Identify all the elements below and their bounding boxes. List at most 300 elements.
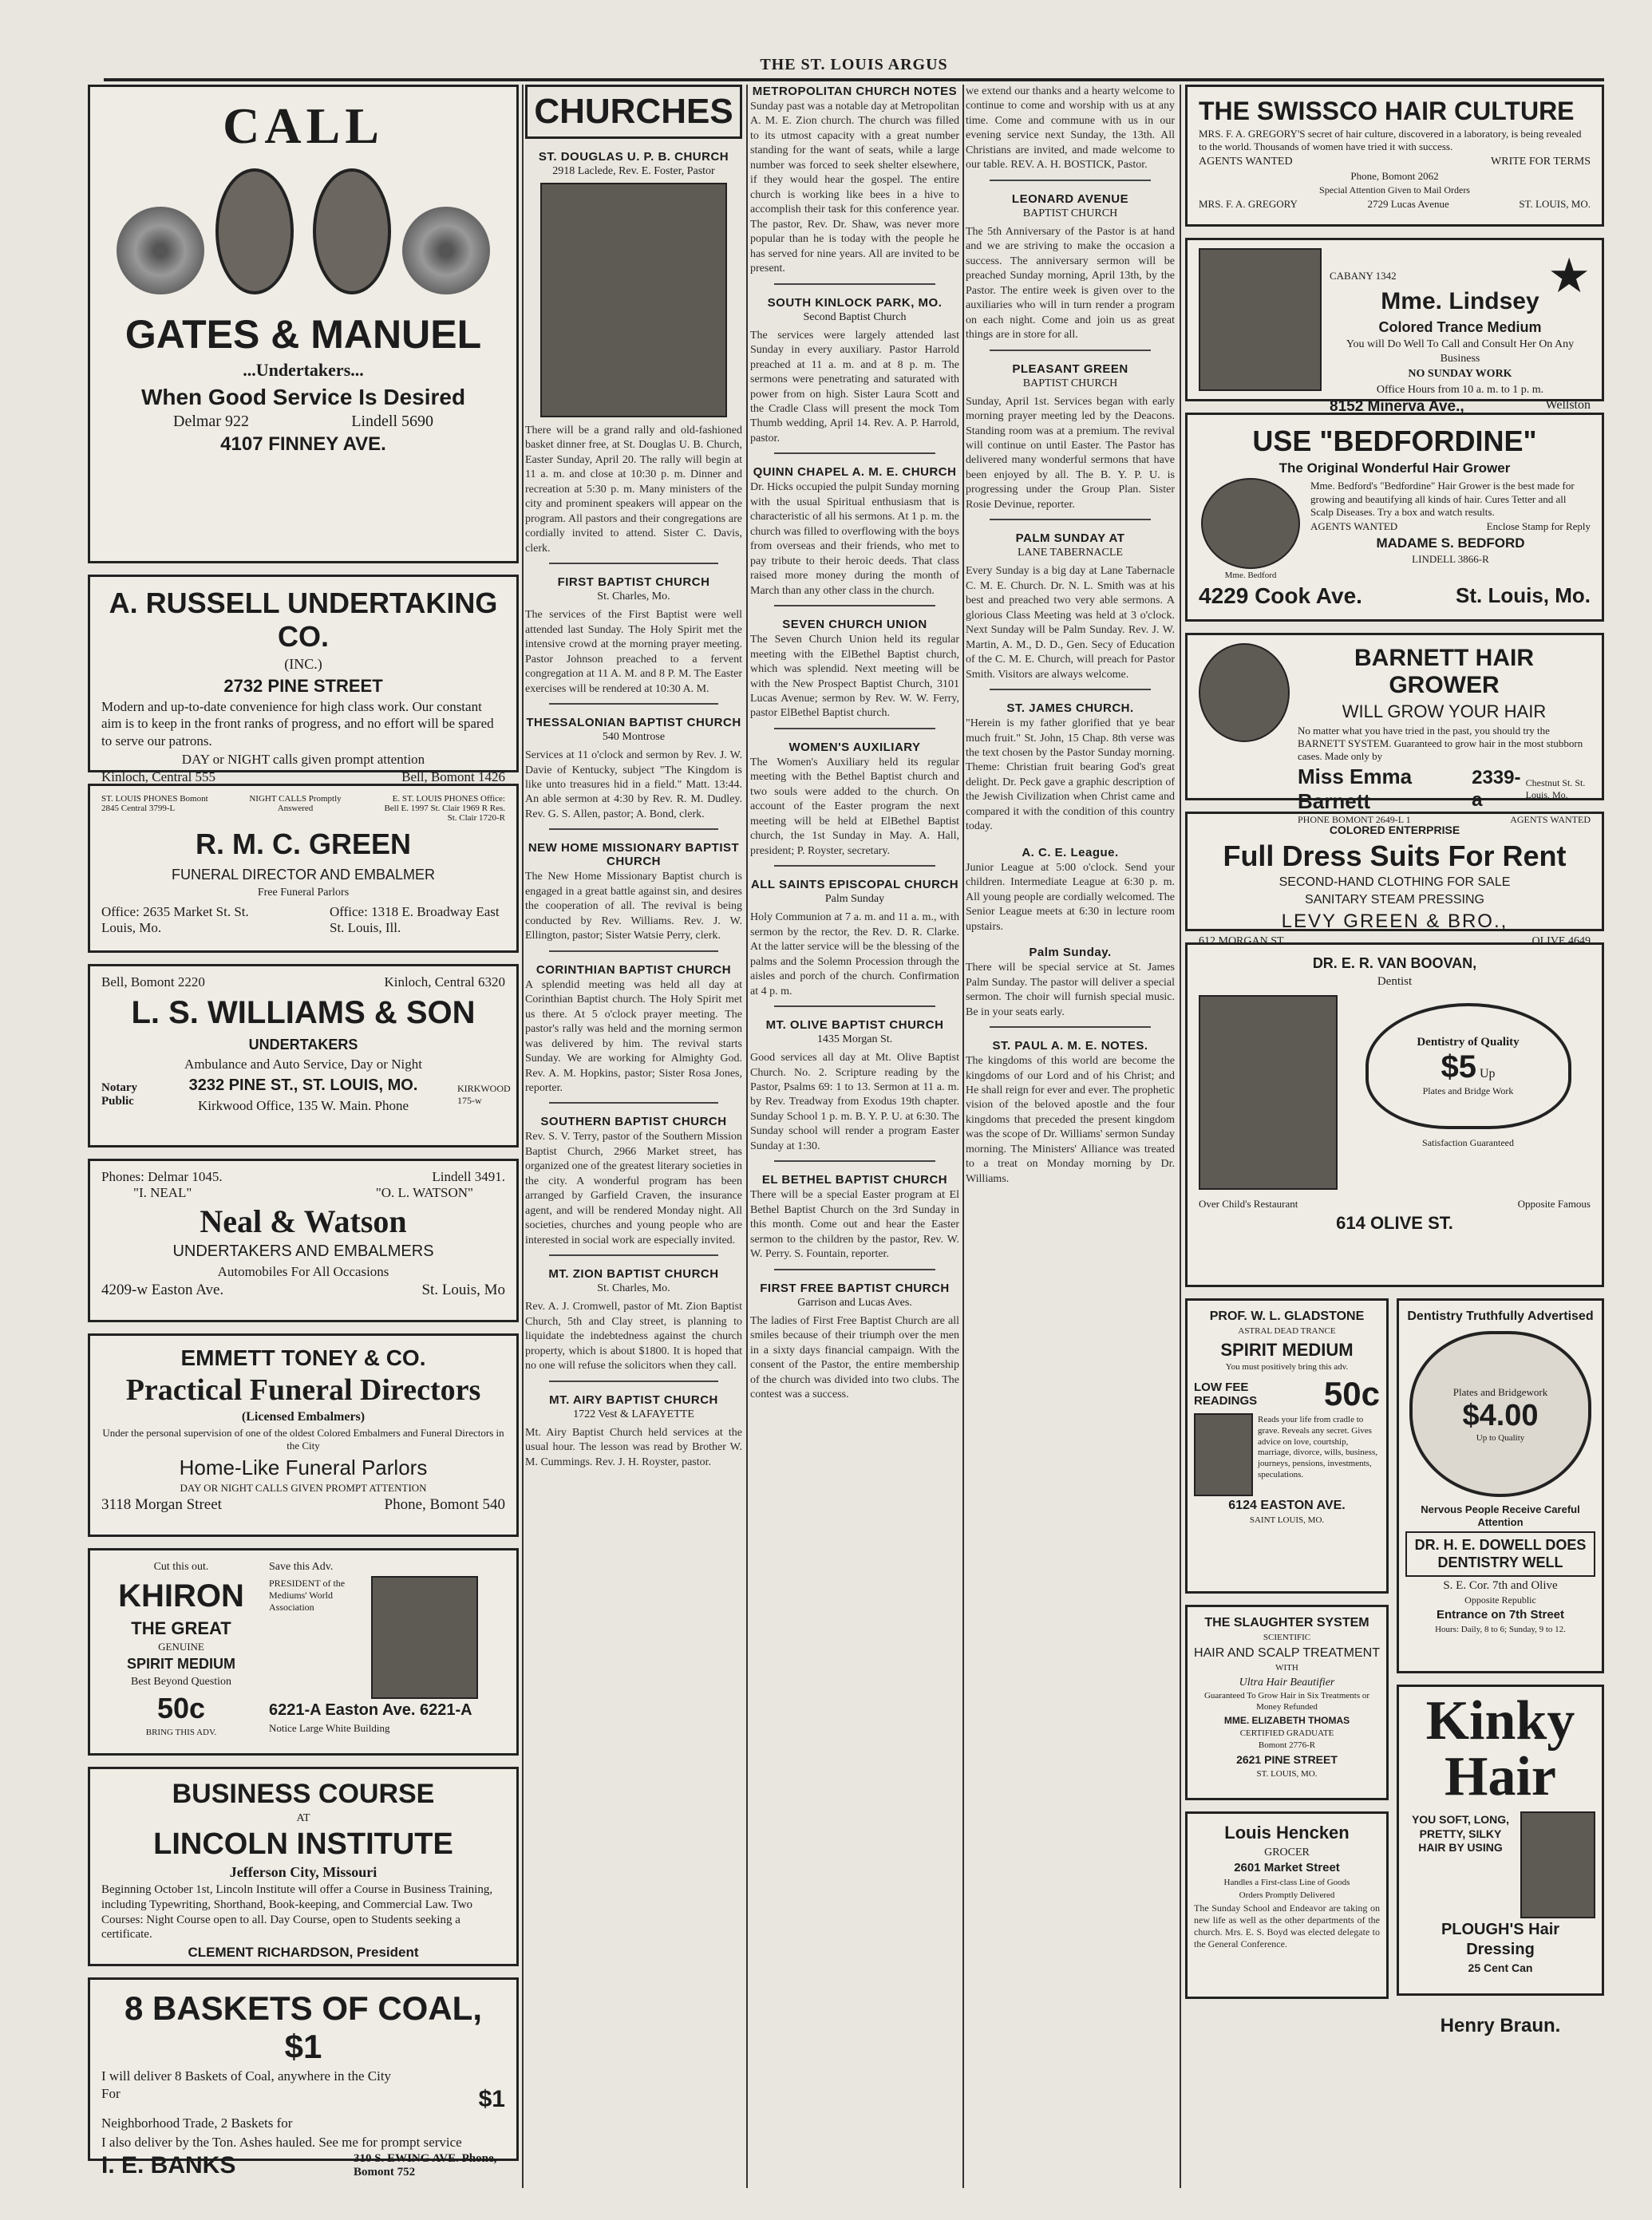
signature: CLEMENT RICHARDSON, President: [188, 1945, 419, 1960]
phone: PHONE BOMONT 2649-L 1: [1298, 814, 1411, 826]
article-text: Sunday past was a notable day at Metropolitan A. M. E. Zion church. The church was filled to its utmost capacity with a great number standing for the want of seats, while a large number was forced to seek shelter elsewhere, if they would hear the gospel. The entire church is working like bees in a hive to accomplish their task for this conference year. The pastor, Rev. Dr. Shaw, was never more popular than he is today with the people he has served for nine years. All are invited to be present.: [750, 101, 959, 275]
undertakers-label: ...Undertakers...: [243, 360, 364, 380]
phones: [101, 769, 505, 785]
phones: [101, 413, 505, 431]
divider: [549, 1254, 718, 1256]
article-heading: WOMEN'S AUXILIARY: [788, 740, 921, 754]
address: 3118 Morgan Street: [101, 1496, 222, 1514]
churches-column-1: [525, 85, 742, 2188]
location-left: Over Child's Restaurant: [1199, 1198, 1298, 1211]
phone: Phone, Bomont 2062: [1350, 169, 1439, 182]
title: FUNERAL DIRECTOR AND EMBALMER: [171, 867, 436, 883]
contact: [1199, 198, 1591, 211]
night-calls: NIGHT CALLS Promptly Answered: [249, 794, 342, 813]
column-rule: [522, 85, 524, 2188]
product: Ultra Hair Beautifier: [1239, 1676, 1335, 1689]
address: 614 OLIVE ST.: [1336, 1213, 1453, 1234]
dentist-title: Dentist: [1377, 974, 1413, 988]
product: PLOUGH'S Hair Dressing: [1441, 1921, 1560, 1958]
article-heading: SOUTH KINLOCK PARK, MO.: [767, 295, 943, 310]
address-block: [101, 1074, 511, 1116]
phone: Bomont 2776-R: [1258, 1740, 1316, 1751]
address: 2732 PINE STREET: [223, 675, 383, 696]
left-stack: [1185, 1298, 1389, 2056]
city: Wellston: [1545, 398, 1591, 412]
article-text: Sunday, April 1st. Services began with early morning prayer meeting led by the Deacons. Standing room was at a premium. The revival will continue on until Easter. The Pastor has delivered many wonderful sermons that have been enjoyed by all. The B. Y. P. U. is progressing under the Group Plan. Sister Rosie Devinue, reporter.: [966, 395, 1175, 511]
address: 310 S. EWING AVE. Phone, Bomont 752: [354, 2151, 497, 2179]
best: Best Beyond Question: [131, 1675, 231, 1688]
phones: [101, 974, 505, 990]
low-fee: LOW FEE READINGS: [1194, 1381, 1258, 1408]
partner: "O. L. WATSON": [375, 1185, 473, 1200]
city: St. Louis, Mo: [421, 1282, 505, 1299]
phones-row: [101, 794, 505, 823]
address: 3232 PINE ST., ST. LOUIS, MO.: [188, 1076, 418, 1094]
article-heading: ALL SAINTS EPISCOPAL CHURCH: [750, 878, 959, 892]
office: Office: 1318 E. Broadway East St. Louis, Ill.: [330, 904, 500, 935]
gladstone-portrait-image: [1194, 1413, 1253, 1496]
office: Office: 2635 Market St. St. Louis, Mo.: [101, 904, 249, 935]
opposite: Opposite Republic: [1464, 1594, 1536, 1606]
green-ad: [88, 784, 519, 953]
denture-image: [1365, 1003, 1571, 1129]
number: 2339-a: [1472, 767, 1521, 812]
hair-heading: Hair: [1445, 1746, 1556, 1807]
kirkwood-phone: KIRKWOOD 175-w: [457, 1082, 511, 1106]
service-line: DAY OR NIGHT CALLS GIVEN PROMPT ATTENTION: [180, 1482, 427, 1494]
parlors: Home-Like Funeral Parlors: [179, 1455, 428, 1479]
right-stack: [1397, 1298, 1604, 2056]
khiron-right: [269, 1558, 505, 1745]
hencken-ad: [1185, 1811, 1389, 1999]
hours: Office Hours from 10 a. m. to 1 p. m.: [1376, 383, 1544, 396]
business-course: BUSINESS COURSE: [172, 1779, 435, 1809]
article-heading: EL BETHEL BAPTIST CHURCH: [761, 1173, 948, 1187]
cert: CERTIFIED GRADUATE: [1239, 1728, 1334, 1738]
description: No matter what you have tried in the past, you should try the BARNETT SYSTEM. Guaranteed to grow hair in the most stubborn cases. Made only by: [1298, 724, 1583, 762]
quality: Up to Quality: [1476, 1432, 1525, 1443]
medium: SPIRIT MEDIUM: [126, 1656, 235, 1673]
address: 2621 PINE STREET: [1236, 1753, 1338, 1766]
coal-ad: [88, 1977, 519, 2179]
article-heading: ST. DOUGLAS U. P. B. CHURCH: [538, 150, 729, 164]
ads-column-right: [1185, 85, 1604, 2188]
notice: Notice Large White Building: [269, 1721, 390, 1734]
star-icon: ★: [1547, 250, 1591, 302]
notary-label: Notary Public: [101, 1080, 137, 1108]
phone: LINDELL 3866-R: [1412, 553, 1489, 566]
barnett-portrait-image: [1199, 643, 1290, 742]
article-text: we extend our thanks and a hearty welcome to continue to come and worship with us at any time. Come and commune with us in our evening service next Sunday, the 13th. All Christians are invited, and made welcome to our table. REV. A. H. BOSTICK, Pastor.: [966, 85, 1175, 172]
article-text: There will be a grand rally and old-fashioned basket dinner free, at St. Douglas U. B. Church, Easter Sunday, April 20. The rally will begin at 11 a. m. and close at 10:30 p. m. Dinner and recreation at 5:30 p. m. Many ministers of the city and prominent speakers will appear on the program. All pastors and their congregations are cordially invited to attend. Sister C. Davis, clerk.: [525, 425, 742, 555]
article-heading: NEW HOME MISSIONARY BAPTIST CHURCH: [528, 841, 740, 869]
divider: [990, 519, 1151, 520]
bring: BRING THIS ADV.: [145, 1728, 217, 1738]
cabany: CABANY 1342: [1330, 270, 1397, 282]
ton-line: I also deliver by the Ton. Ashes hauled. See me for prompt service: [101, 2134, 462, 2150]
phone: Phones: Delmar 1045.: [101, 1169, 223, 1184]
city: ST. LOUIS, MO.: [1519, 197, 1591, 210]
portrait-image: [313, 168, 391, 294]
lindsey-portrait-image: [1199, 248, 1322, 391]
divider: [549, 563, 718, 564]
article-heading: PALM SUNDAY AT: [1015, 531, 1125, 546]
article-subheading: St. Charles, Mo.: [597, 591, 670, 603]
lincoln-ad: [88, 1767, 519, 1966]
call-heading: CALL: [223, 97, 384, 154]
green-name: R. M. C. GREEN: [195, 828, 412, 860]
divider: [774, 1005, 935, 1007]
article-text: Every Sunday is a big day at Lane Tabernacle C. M. E. Church. Dr. N. L. Smith was at his best and preached two very able sermons. A glorious Class Meeting was held at 3 o'clock. Next Sunday will be Palm Sunday. Rev. J. W. Martin, A. M., D. D., Gen. Secy of Education of the C. M. E. Church, will preach for Pastor Smith. Visitors are always welcome.: [966, 565, 1175, 681]
phones: [101, 1169, 505, 1185]
description: MRS. F. A. GREGORY'S secret of hair culture, discovered in a laboratory, is being revealed to the world. Thousands of women have tried it with success.: [1199, 128, 1582, 153]
barnett-heading: BARNETT HAIR GROWER: [1354, 645, 1534, 698]
plates-label: Plates and Bridge Work: [1422, 1084, 1514, 1096]
price: 50c: [1323, 1375, 1380, 1412]
for-label: For: [101, 2086, 121, 2102]
article-text: A splendid meeting was held all day at Corinthian Baptist church. The Holy Spirit met us there. At 5 o'clock prayer meeting. The pastor's rally was held and the morning sermon was delivered by him. The revival starts Sunday. We are working for Almighty God. Rev. A. M. Hopkins, pastor; Sister Rosa Jones, reporter.: [525, 978, 742, 1094]
bedfordine-heading: USE "BEDFORDINE": [1252, 425, 1537, 457]
divider: [990, 1026, 1151, 1028]
article-subheading: Palm Sunday: [824, 893, 885, 906]
phone: Lindell 3491.: [432, 1169, 505, 1184]
gates-manuel-ad: [88, 85, 519, 563]
title: Colored Trance Medium: [1378, 318, 1542, 335]
article-text: The Sunday School and Endeavor are taking on new life as well as the other departments of the church. Mrs. E. S. Boyd was elected delegate to the General Conference.: [1194, 1902, 1380, 1950]
article-text: "Herein is my father glorified that ye bear much fruit." St. John, 15 Chap. 8th verse was the text chosen by the Pastor Sunday morning. Theme: Christian fruit bearing God's great delight. Dr. Peck gave a graphic description of the Jewish Civilization when Christ came and compared it with the condition of this country today.: [966, 717, 1175, 833]
up-label: Up: [1479, 1066, 1496, 1080]
churches-column-2: [750, 85, 959, 2188]
article-text: The Women's Auxiliary held its regular meeting with the Bethel Baptist church and two souls were added to the church. On account of the Easter program the next meeting will be held at ElBethel Baptist church, the 1st Sunday in May. A. Hall, president; P. Royster, secretary.: [750, 756, 959, 857]
divider: [549, 1102, 718, 1104]
article-subheading: Second Baptist Church: [803, 310, 907, 323]
licensed: (Licensed Embalmers): [241, 1410, 366, 1424]
article-heading: MT. ZION BAPTIST CHURCH: [548, 1267, 719, 1282]
description: Reads your life from cradle to grave. Reveals any secret. Gives advice on love, courtship, marriage, divorce, wills, business, journeys, pensions, investments, speculations.: [1258, 1415, 1377, 1479]
attention: Special Attention Given to Mail Orders: [1319, 184, 1470, 196]
price: 25 Cent Can: [1468, 1961, 1533, 1974]
article-text: The ladies of First Free Baptist Church are all smiles because of their triumph over the men in a sixty days financial campaign. With the consent of the Pastor, the entire membership of the church was divided into two clubs. The contest was a success.: [750, 1314, 959, 1400]
plates-label: Plates and Bridgework: [1452, 1385, 1548, 1398]
sunday: NO SUNDAY WORK: [1408, 368, 1512, 380]
name: MRS. F. A. GREGORY: [1199, 197, 1298, 210]
phones-block: E. ST. LOUIS PHONES Office: Bell E. 1997 St. Clair 1969 R Res. St. Clair 1720-R: [384, 794, 505, 823]
gladstone-name: PROF. W. L. GLADSTONE: [1209, 1309, 1365, 1323]
divider: [990, 180, 1151, 181]
scientific: SCIENTIFIC: [1263, 1633, 1311, 1642]
article-text: Dr. Hicks occupied the pulpit Sunday morning with the usual Spiritual enthusiasm that is characteristic of all his sermons. At 1 p. m. the church was filled to overflowing with the boys from overseas and their friends, who met to pay tribute to their heroic deeds. That class raised more money during the month of March than any other class in the church.: [750, 481, 959, 597]
phone: Phone, Bomont 540: [384, 1496, 505, 1514]
slaughter-ad: [1185, 1605, 1389, 1800]
subtitle: Automobiles For All Occasions: [217, 1264, 389, 1279]
woman-portrait-image: [1520, 1811, 1595, 1918]
barnett-ad: [1185, 633, 1604, 826]
subtitle: SANITARY STEAM PRESSING: [1305, 892, 1484, 907]
phones-block: ST. LOUIS PHONES Bomont 2845 Central 3799-L: [101, 794, 208, 813]
description: YOU SOFT, LONG, PRETTY, SILKY HAIR BY USING: [1411, 1813, 1510, 1854]
agents: AGENTS WANTED: [1199, 155, 1293, 168]
subtitle: Handles a First-class Line of Goods: [1223, 1877, 1350, 1887]
description: Beginning October 1st, Lincoln Institute will offer a Course in Business Training, including Typewriting, Shorthand, Book-keeping, and Commercial Law. Two Courses: Night Course open to all. Day Course, open to Students seeking a certificate.: [101, 1883, 493, 1942]
article-text: Services at 11 o'clock and sermon by Rev. J. W. Davie of Kentucky, subject "The Kingdom is like unto treasures hid in a field." Matt. 13:44. An able sermon at 4:30 by Rev. R. M. Dudley. Rev. G. S. Allen, pastor; A. Bond, clerk.: [525, 749, 742, 820]
description: Mme. Bedford's "Bedfordine" Hair Grower is the best made for growing and beautifying all kinds of hair. Cures Tetter and all Scalp Diseases. Try a box and watch results.: [1310, 480, 1575, 518]
description: Modern and up-to-date convenience for high class work. Our constant aim is to keep in the front ranks of progress, and no effort will be spared to serve our patrons.: [101, 699, 494, 749]
cut-label: Cut this out.: [153, 1561, 209, 1573]
bedford-portrait-image: [1201, 478, 1300, 569]
place: Jefferson City, Missouri: [229, 1863, 377, 1880]
article-heading: Palm Sunday.: [1029, 946, 1112, 960]
with: WITH: [1275, 1662, 1298, 1673]
russell-ad: [88, 575, 519, 784]
lindsey-name: Mme. Lindsey: [1381, 288, 1539, 314]
khiron-portrait-image: [371, 1576, 478, 1699]
dentist-portrait-image: [1199, 995, 1338, 1190]
article-text: The services were largely attended last Sunday in every auxiliary. Pastor Harrold preached at 11 a. m. and at 8 p. m. The sermons were penetrating and saturated with power from on high. Sister Laura Scott and the Cradle Class will present the mock Tom Thumb wedding, April 14. Rev. A. P. Harrold, pastor.: [750, 329, 959, 444]
divider: [990, 689, 1151, 690]
article-subheading: St. Charles, Mo.: [597, 1282, 670, 1295]
divider: [549, 1381, 718, 1382]
khiron-name: KHIRON: [118, 1578, 244, 1614]
subtitle: The Original Wonderful Hair Grower: [1279, 460, 1511, 476]
article-subheading: 1722 Vest & LAFAYETTE: [573, 1408, 694, 1420]
thomas-name: MME. ELIZABETH THOMAS: [1223, 1714, 1350, 1726]
offices: [101, 904, 505, 936]
orders: Orders Promptly Delivered: [1239, 1890, 1335, 1900]
pastor-portrait-image: [540, 183, 727, 417]
article-heading: SEVEN CHURCH UNION: [782, 618, 927, 632]
gates-manuel-name: GATES & MANUEL: [124, 312, 482, 357]
article-heading: MT. OLIVE BAPTIST CHURCH: [765, 1018, 944, 1033]
street: Chestnut St. St. Louis, Mo.: [1525, 777, 1586, 801]
divider: [549, 950, 718, 952]
toney-ad: [88, 1333, 519, 1537]
neal-watson-ad: [88, 1159, 519, 1322]
article-subheading: LANE TABERNACLE: [1017, 547, 1123, 559]
entrance: Entrance on 7th Street: [1436, 1608, 1565, 1622]
khiron-ad: [88, 1548, 519, 1756]
city: St. Louis, Mo.: [1456, 583, 1591, 607]
description: You will Do Well To Call and Consult Her On Any Business: [1346, 338, 1575, 365]
barnett-name: Miss Emma Barnett: [1298, 764, 1413, 814]
divider: [774, 865, 935, 867]
article-text: Good services all day at Mt. Olive Baptist Church. No. 2. Scripture reading by the Pastor, Psalms 69: 1 to 13. Sermon at 11 a. m. by Rev. Treadway from Exodus 19th chapter. Sunday School 1 p. m. B. Y. P. U. at 6:30. The Sunday school will render a program Easter Sunday at 1:30.: [750, 1052, 959, 1152]
write: WRITE FOR TERMS: [1491, 155, 1591, 168]
kinky-heading: Kinky: [1425, 1690, 1575, 1752]
title: GROCER: [1264, 1846, 1310, 1859]
line: I will deliver 8 Baskets of Coal, anywhere in the City: [101, 2068, 392, 2084]
toney-title: Practical Funeral Directors: [125, 1373, 481, 1407]
contact: [101, 1496, 505, 1514]
article-heading: SOUTHERN BAPTIST CHURCH: [540, 1115, 727, 1129]
address: 2729 Lucas Avenue: [1367, 197, 1449, 210]
address: 6221-A Easton Ave. 6221-A: [269, 1701, 472, 1719]
address: 4229 Cook Ave.: [1199, 583, 1362, 608]
article-heading: MT. AIRY BAPTIST CHURCH: [549, 1392, 718, 1407]
article-text: The 5th Anniversary of the Pastor is at hand and we are striving to make the occasion a success. The anniversary sermon will be preached Sunday morning, April 13th, by the Pastor. The entire week is given over to the auxiliaries who will in turn render a program on each night. Come and join us as great things are in store for all.: [966, 225, 1175, 342]
article-text: Rev. A. J. Cromwell, pastor of Mt. Zion Baptist Church, 5th and Clay street, is planning to liquidate the indebtedness against the church property, which is about $1800. It is hoped that no one will refuse the solicitors when they call.: [525, 1301, 742, 1373]
article-text: Rev. S. V. Terry, pastor of the Southern Mission Baptist Church, 2966 Market street, has organized one of the greatest literary societies in the city. A wonderful program has been arranged by Garfield Craven, the insurance agent, and will be rendered Monday night. All societies, churches and young people who are interested in social work are especially invited.: [525, 1131, 742, 1246]
street: 4209-w Easton Ave.: [101, 1282, 224, 1299]
levy-ad: [1185, 812, 1604, 947]
address: 612 MORGAN ST.: [1199, 934, 1286, 947]
van-boovan-ad: [1185, 942, 1604, 1287]
title: HAIR AND SCALP TREATMENT: [1194, 1645, 1380, 1660]
plate-label: Dentistry of Quality: [1417, 1035, 1520, 1049]
caption: Mme. Bedford: [1224, 571, 1277, 581]
swissco-ad: [1185, 85, 1604, 227]
gladstone-ad: [1185, 1298, 1389, 1594]
inc-label: (INC.): [284, 656, 322, 672]
subtitle: ASTRAL DEAD TRANCE: [1238, 1326, 1336, 1336]
dowell-heading: Dentistry Truthfully Advertised: [1407, 1309, 1594, 1323]
at-label: AT: [296, 1812, 310, 1824]
phone: Lindell 5690: [351, 412, 433, 430]
president: PRESIDENT of the Mediums' World Association: [269, 1577, 346, 1613]
article-text: The kingdoms of this world are become the kingdoms of our Lord and of his Christ; and He shall reign for ever and ever. The prophetic vision of the beloved apostle and the four kingdoms that preceded the present kingdom was the scope of Dr. Williams' sermon Sunday morning. The Ministers' Alliance was treated to a treat on Monday morning by Dr. Williams.: [966, 1055, 1175, 1185]
column-rule: [1180, 85, 1181, 2188]
divider: [990, 350, 1151, 351]
portraits: [101, 168, 505, 298]
article-subheading: 1435 Morgan St.: [816, 1033, 893, 1046]
article-heading: CORINTHIAN BAPTIST CHURCH: [536, 962, 732, 977]
article-heading: LEONARD AVENUE: [1011, 192, 1129, 206]
article-subheading: BAPTIST CHURCH: [1022, 377, 1118, 389]
kirkwood-office: Kirkwood Office, 135 W. Main. Phone: [197, 1097, 409, 1113]
lindsey-ad: [1185, 238, 1604, 415]
article-text: Junior League at 5:00 o'clock. Send your children. Intermediate League at 6:30 p. m. All young people are cordially welcomed. The Senior League meets at 6:30 in lecture room upstairs.: [966, 861, 1175, 933]
agents-row: [1199, 156, 1591, 168]
divider: [774, 605, 935, 606]
service-line: DAY or NIGHT calls given prompt attention: [181, 751, 425, 767]
article-text: The services of the First Baptist were well attended last Sunday. The Holy Spirit met the intensive crowd at the morning prayer meeting. Pastor Johnson preached to a fervent congregation at 11 A. M. and 8 P. M. The Easter exercises will be rendered at 10:30 A. M.: [525, 609, 742, 695]
city: ST. LOUIS, MO.: [1256, 1768, 1318, 1779]
flower-wreath-image: [402, 207, 490, 294]
enterprise: COLORED ENTERPRISE: [1329, 824, 1460, 836]
hours: Hours: Daily, 8 to 6; Sunday, 9 to 12.: [1435, 1625, 1566, 1634]
price: $4.00: [1462, 1398, 1539, 1432]
dentist-name: DR. E. R. VAN BOOVAN,: [1312, 955, 1477, 971]
supervision: Under the personal supervision of one of the oldest Colored Embalmers and Funeral Directors in the City: [102, 1427, 504, 1452]
kinky-hair-ad: [1397, 1685, 1604, 1996]
teeth-image: [1409, 1331, 1591, 1497]
divider: [549, 703, 718, 705]
phone: Bell, Bomont 2220: [101, 974, 205, 990]
divider: [774, 728, 935, 729]
churches-column-3: [966, 85, 1175, 2188]
phone: Bell, Bomont 1426: [401, 769, 505, 784]
contact: [101, 2152, 505, 2179]
must-label: You must positively bring this adv.: [1225, 1362, 1349, 1373]
article-text: There will be special service at St. James Palm Sunday. The pastor will deliver a special sermon. The choir will furnish special music. Be in your seats early.: [966, 962, 1175, 1018]
address: 8152 Minerva Ave.,: [1330, 398, 1464, 415]
bedfordine-ad: [1185, 413, 1604, 622]
article-text: Holy Communion at 7 a. m. and 11 a. m., with sermon by the rector, the Rev. D. R. Clarke. At the latter service will be the blessing of the palms and the Solemn Procession through the aisles and porch of the church. Confirmation at 4 p. m.: [750, 911, 959, 997]
divider: [774, 1160, 935, 1162]
portrait-image: [215, 168, 294, 294]
swissco-title: THE SWISSCO HAIR CULTURE: [1199, 97, 1575, 125]
divider: [774, 452, 935, 454]
nervous: Nervous People Receive Careful Attention: [1421, 1503, 1580, 1529]
phone: Kinloch, Central 555: [101, 769, 216, 784]
churches-heading: CHURCHES: [525, 85, 742, 139]
article-text: The New Home Missionary Baptist church is engaged in a great battle against sin, and desires the cooperation of all. The revival is being conducted by Rev. Williams. Rev. J. W. Ellington, pastor; Sister Watsie Perry, clerk.: [525, 871, 742, 942]
masthead: THE ST. LOUIS ARGUS: [104, 56, 1604, 81]
the-great: THE GREAT: [131, 1618, 231, 1638]
price-row: [101, 2086, 505, 2113]
levy-heading: Full Dress Suits For Rent: [1223, 839, 1567, 872]
article-subheading: 2918 Laclede, Rev. E. Foster, Pastor: [552, 165, 715, 177]
article-heading: A. C. E. League.: [1022, 845, 1119, 859]
coal-heading: 8 BASKETS OF COAL, $1: [124, 1989, 483, 2065]
address: 6124 EASTON AVE.: [1228, 1499, 1346, 1512]
ads-split-row: [1185, 1298, 1604, 2056]
article-heading: FIRST BAPTIST CHURCH: [557, 575, 710, 590]
address: [101, 1282, 505, 1299]
agents: AGENTS WANTED: [1310, 520, 1398, 532]
agents: AGENTS WANTED: [1510, 814, 1591, 826]
title: SPIRIT MEDIUM: [1220, 1339, 1354, 1360]
signature: Henry Braun.: [1440, 2015, 1561, 2036]
lincoln-name: LINCOLN INSTITUTE: [153, 1827, 453, 1861]
article-subheading: Garrison and Lucas Aves.: [797, 1296, 912, 1309]
city: SAINT LOUIS, MO.: [1249, 1515, 1325, 1525]
service-line: Ambulance and Auto Service, Day or Night: [184, 1056, 422, 1072]
toney-name: EMMETT TONEY & CO.: [180, 1345, 426, 1370]
subtitle: WILL GROW YOUR HAIR: [1342, 701, 1547, 721]
williams-name: L. S. WILLIAMS & SON: [131, 995, 476, 1030]
corner: S. E. Cor. 7th and Olive: [1443, 1578, 1558, 1592]
neal-watson-name: Neal & Watson: [200, 1203, 407, 1239]
dowell-name: DR. H. E. DOWELL DOES DENTISTRY WELL: [1405, 1531, 1595, 1577]
article-heading: THESSALONIAN BAPTIST CHURCH: [526, 716, 741, 730]
title: UNDERTAKERS: [248, 1037, 358, 1053]
khiron-left: [101, 1558, 261, 1745]
bedford-name: MADAME S. BEDFORD: [1376, 535, 1525, 551]
price: $1: [478, 2086, 505, 2113]
divider: [774, 1269, 935, 1270]
slogan: When Good Service Is Desired: [140, 384, 466, 409]
article-heading: PLEASANT GREEN: [1012, 361, 1128, 376]
hencken-name: Louis Hencken: [1224, 1823, 1350, 1843]
article-subheading: 540 Montrose: [602, 731, 666, 744]
price: $5: [1441, 1049, 1476, 1084]
price: 50c: [156, 1692, 206, 1725]
flower-wreath-image: [117, 207, 204, 294]
column-rule: [746, 85, 748, 2188]
phone: Kinloch, Central 6320: [384, 974, 505, 990]
article-text: There will be a special Easter program at El Bethel Baptist Church on the 3rd Sunday in this month. Come out and hear the Easter sermon to the children by the pastor, Rev. W. W. Perry. S. Fountain, reporter.: [750, 1189, 959, 1261]
article-heading: ST. JAMES CHURCH.: [1006, 701, 1134, 716]
satisfaction: Satisfaction Guaranteed: [1422, 1137, 1514, 1149]
subtitle: SECOND-HAND CLOTHING FOR SALE: [1279, 875, 1511, 889]
russell-name: A. RUSSELL UNDERTAKING CO.: [109, 587, 498, 653]
article-heading: ST. PAUL A. M. E. NOTES.: [992, 1039, 1148, 1053]
article-heading: METROPOLITAN CHURCH NOTES: [752, 85, 958, 98]
partner: "I. NEAL": [133, 1185, 192, 1200]
article-text: Mt. Airy Baptist Church held services at the usual hour. The lesson was read by Brother W. M. Cummings. Rev. J. H. Royster, pastor.: [525, 1426, 742, 1468]
guarantee: Guaranteed To Grow Hair in Six Treatments or Money Refunded: [1203, 1691, 1370, 1712]
location-right: Opposite Famous: [1517, 1198, 1591, 1211]
stamp: Enclose Stamp for Reply: [1486, 520, 1591, 532]
neighborhood: Neighborhood Trade, 2 Baskets for: [101, 2115, 293, 2131]
phone: Delmar 922: [173, 412, 249, 430]
article-heading: FIRST FREE BAPTIST CHURCH: [760, 1281, 950, 1295]
subtitle: Free Funeral Parlors: [257, 886, 350, 899]
slaughter-heading: THE SLAUGHTER SYSTEM: [1204, 1616, 1369, 1629]
article-heading: QUINN CHAPEL A. M. E. CHURCH: [753, 465, 957, 480]
levy-name: LEVY GREEN & BRO.,: [1281, 910, 1508, 932]
williams-ad: [88, 964, 519, 1148]
